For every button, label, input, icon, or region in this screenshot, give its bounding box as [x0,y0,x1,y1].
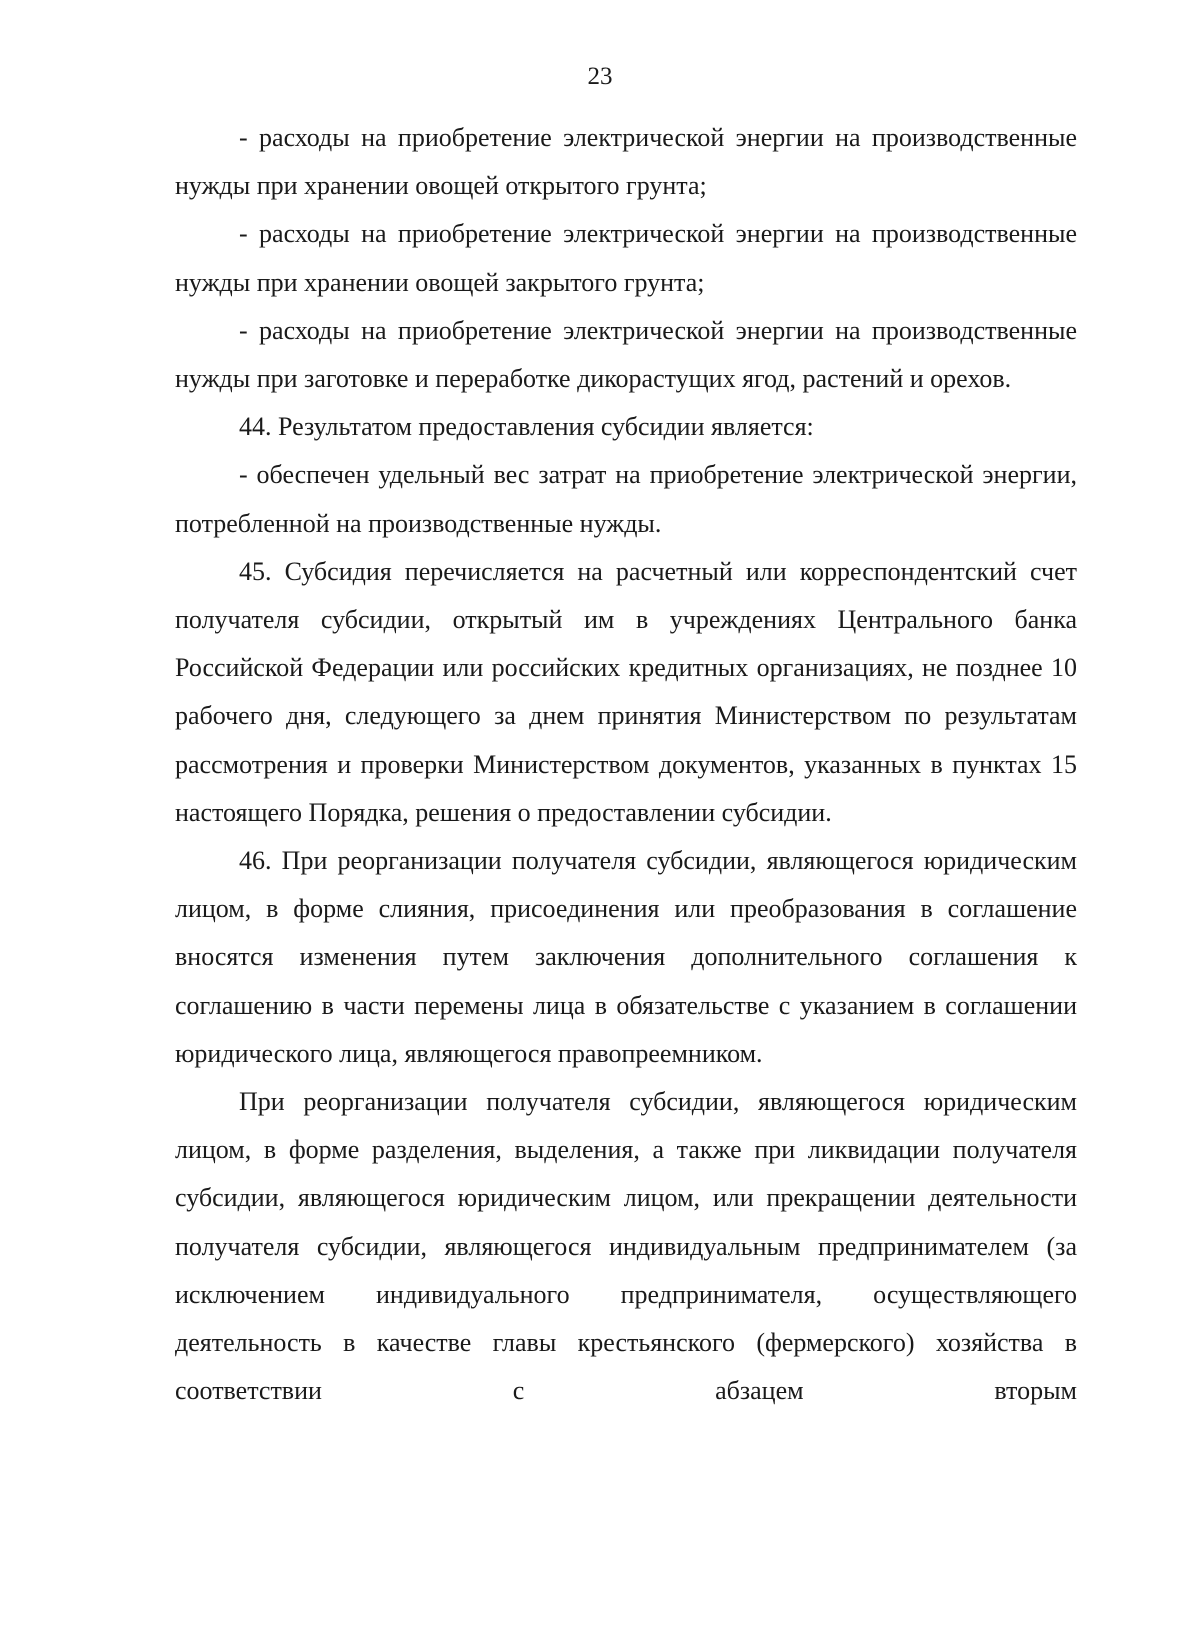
paragraph-item-45: 45. Субсидия перечисляется на расчетный или корреспондентский счет получателя субсидии, открытый им в учреждениях Центрального банка Российской Федерации или российских кредитных организациях, не позднее 10 рабочего дня, следующего за днем принятия Министерством по результатам рассмотрения и проверки Министерством документов, указанных в пунктах 15 настоящего Порядка, решения о предоставлении субсидии. [175,556,1077,827]
page-number: 23 [587,63,613,90]
paragraph-bullet-1: - расходы на приобретение электрической энергии на производственные нужды при хранении овощей открытого грунта; [175,123,1077,201]
paragraph-item-46: 46. При реорганизации получателя субсидии, являющегося юридическим лицом, в форме слияния, присоединения или преобразования в соглашение вносятся изменения путем заключения дополнительного соглашения к соглашению в части перемены лица в обязательстве с указанием в соглашении юридического лица, являющегося правопреемником. [175,846,1077,1068]
paragraph-bullet-3: - расходы на приобретение электрической энергии на производственные нужды при заготовке и переработке дикорастущих ягод, растений и орехов. [175,315,1077,394]
paragraph-bullet-2: - расходы на приобретение электрической энергии на производственные нужды при хранении овощей закрытого грунта; [175,219,1077,297]
document-body [175,114,1077,1415]
paragraph-item-44: 44. Результатом предоставления субсидии является: [239,412,814,442]
paragraph-item-44-bullet: - обеспечен удельный вес затрат на приобретение электрической энергии, потребленной на производственные нужды. [175,460,1077,538]
paragraph-item-46-continued: При реорганизации получателя субсидии, являющегося юридическим лицом, в форме разделения, выделения, а также при ликвидации получателя субсидии, являющегося юридическим лицом, или прекращении деятельности получателя субсидии, являющегося индивидуальным предпринимателем (за исключением индивидуального предпринимателя, осуществляющего деятельность в качестве главы крестьянского (фермерского) хозяйства в соответствии с абзацем вторым [175,1087,1077,1406]
